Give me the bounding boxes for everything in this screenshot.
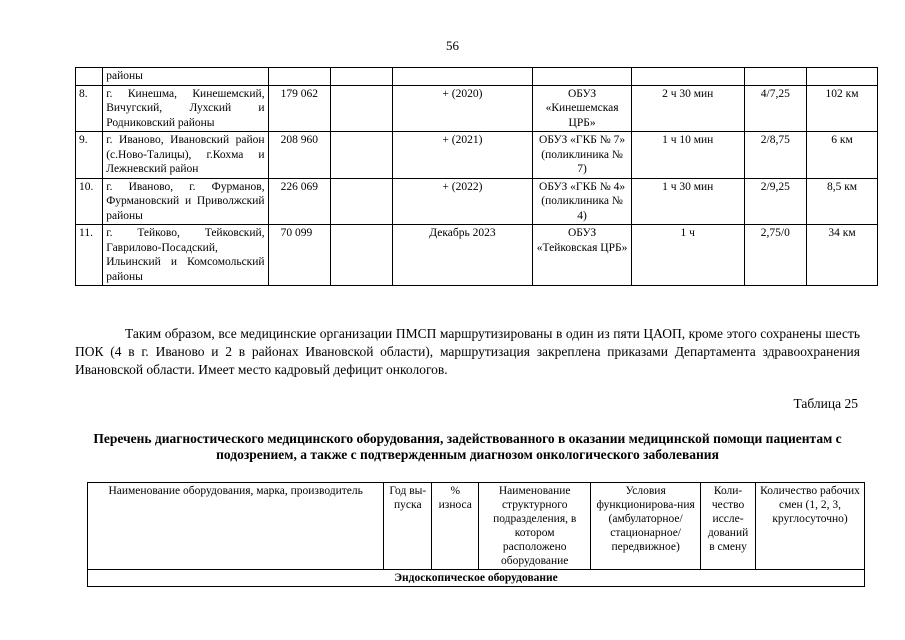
empty-cell — [330, 68, 392, 86]
organization-cell — [533, 68, 632, 86]
table-row — [76, 68, 878, 86]
page-number: 56 — [446, 38, 459, 53]
ratio-cell: 2/8,75 — [744, 132, 807, 179]
table-row — [76, 132, 878, 179]
empty-cell — [330, 225, 392, 286]
header-year: Год вы-пуска — [384, 483, 432, 570]
routing-table — [75, 67, 878, 286]
year-cell: + (2021) — [392, 132, 533, 179]
body-paragraph: Таким образом, все медицинские организации ПМСП маршрутизированы в один из пяти ЦАОП, кроме этого сохранены шесть ПОК (4 в г. Иваново и 2 в районах Ивановской области), маршрутизация закреплена приказами Департамента здравоохранения Ивановской области. Имеет место кадровый дефицит онкологов. — [75, 326, 860, 377]
row-number — [76, 68, 103, 86]
header-equipment: Наименование оборудования, марка, производитель — [88, 483, 384, 570]
header-conditions: Условия функционирова-ния (амбулаторное/ стационарное/ передвижное) — [591, 483, 701, 570]
time-cell: 2 ч 30 мин — [631, 85, 744, 132]
ratio-cell: 4/7,25 — [744, 85, 807, 132]
table-row — [76, 178, 878, 225]
territory-cell: г. Кинешма, Кинешемский, Вичугский, Лухский и Родниковский районы — [103, 85, 268, 132]
header-unit: Наименование структурного подразделения, в котором расположено оборудование — [479, 483, 591, 570]
row-number: 8. — [76, 85, 103, 132]
time-cell: 1 ч — [631, 225, 744, 286]
territory-cell: г. Иваново, г. Фурманов, Фурмановский и Приволжский районы — [103, 178, 268, 225]
territory-cell: г. Иваново, Ивановский район (с.Ново-Талицы), г.Кохма и Лежневский район — [103, 132, 268, 179]
population-cell — [268, 68, 330, 86]
year-cell: Декабрь 2023 — [392, 225, 533, 286]
distance-cell: 34 км — [807, 225, 878, 286]
section-title: Эндоскопическое оборудование — [88, 570, 865, 587]
distance-cell — [807, 68, 878, 86]
year-cell: + (2022) — [392, 178, 533, 225]
row-number: 10. — [76, 178, 103, 225]
equipment-table — [87, 482, 865, 587]
time-cell: 1 ч 10 мин — [631, 132, 744, 179]
territory-cell: районы — [103, 68, 268, 86]
population-cell: 70 099 — [268, 225, 330, 286]
time-cell — [631, 68, 744, 86]
time-cell: 1 ч 30 мин — [631, 178, 744, 225]
header-count: Коли-чество иссле-дований в смену — [701, 483, 756, 570]
table-title: Перечень диагностического медицинского оборудования, задействованного в оказании медицинской помощи пациентам с подозрением, а также с подтвержденным диагнозом онкологического заболевания — [93, 431, 842, 462]
empty-cell — [330, 178, 392, 225]
distance-cell: 8,5 км — [807, 178, 878, 225]
organization-cell: ОБУЗ «ГКБ № 7» (поликлиника № 7) — [533, 132, 632, 179]
population-cell: 208 960 — [268, 132, 330, 179]
organization-cell: ОБУЗ «Тейковская ЦРБ» — [533, 225, 632, 286]
distance-cell: 6 км — [807, 132, 878, 179]
year-cell: + (2020) — [392, 85, 533, 132]
ratio-cell — [744, 68, 807, 86]
row-number: 11. — [76, 225, 103, 286]
distance-cell: 102 км — [807, 85, 878, 132]
table-label: Таблица 25 — [793, 396, 858, 411]
row-number: 9. — [76, 132, 103, 179]
year-cell — [392, 68, 533, 86]
header-wear: % износа — [432, 483, 479, 570]
empty-cell — [330, 132, 392, 179]
table-header-row — [88, 483, 865, 570]
table-row — [76, 85, 878, 132]
population-cell: 179 062 — [268, 85, 330, 132]
ratio-cell: 2/9,25 — [744, 178, 807, 225]
territory-cell: г. Тейково, Тейковский, Гаврилово-Посадский, Ильинский и Комсомольский районы — [103, 225, 268, 286]
organization-cell: ОБУЗ «Кинешемская ЦРБ» — [533, 85, 632, 132]
empty-cell — [330, 85, 392, 132]
table-row — [76, 225, 878, 286]
organization-cell: ОБУЗ «ГКБ № 4» (поликлиника № 4) — [533, 178, 632, 225]
section-row — [88, 570, 865, 587]
header-shifts: Количество рабочих смен (1, 2, 3, круглосуточно) — [756, 483, 865, 570]
population-cell: 226 069 — [268, 178, 330, 225]
ratio-cell: 2,75/0 — [744, 225, 807, 286]
